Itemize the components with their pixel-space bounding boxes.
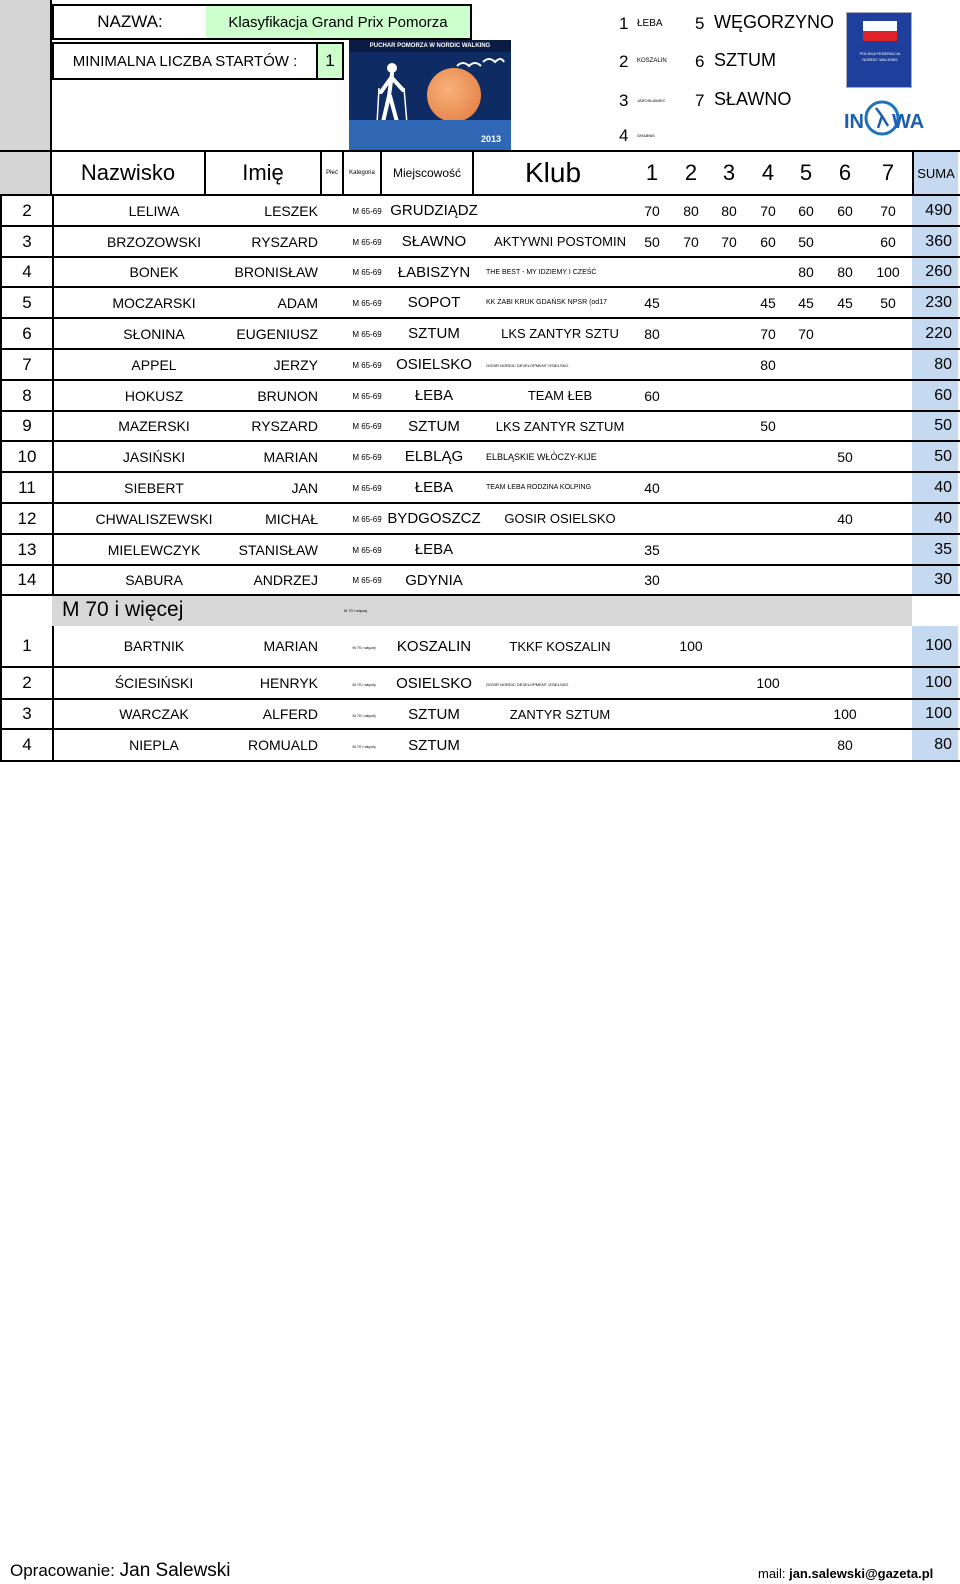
table-row (0, 698, 960, 700)
row-suma: 40 (934, 478, 952, 496)
row-nazwisko: SABURA (125, 572, 183, 589)
row-nazwisko: NIEPLA (129, 737, 179, 754)
row-kategoria: M 65-69 (352, 298, 382, 308)
col-miejscowosc: Miejscowość (382, 150, 474, 196)
row-lp: 8 (22, 385, 32, 405)
col-race-6: 6 (838, 160, 852, 185)
row-lp: 6 (22, 323, 32, 343)
table-row (0, 348, 960, 350)
row-score-race-7: 50 (880, 294, 896, 311)
row-score-race-4: 100 (756, 675, 780, 691)
row-score-race-1: 50 (644, 233, 660, 250)
footer-opracowanie-label: Opracowanie: (10, 1561, 115, 1580)
row-nazwisko: JASIŃSKI (122, 448, 186, 465)
location-2-name: KOSZALIN (637, 58, 667, 64)
row-klub: KK ŻABI KRUK GDAŃSK NPSR (od17 (486, 299, 607, 307)
location-7-num: 7 (695, 91, 705, 110)
nazwa-label: NAZWA: (97, 12, 163, 31)
row-nazwisko: BONEK (129, 264, 179, 281)
row-miejscowosc: GRUDZIĄDZ (390, 202, 478, 220)
row-lp: 2 (22, 673, 32, 693)
location-2-num: 2 (619, 52, 629, 71)
col-suma-label: SUMA (917, 165, 955, 181)
row-score-race-4: 70 (760, 325, 776, 342)
row-score-race-2: 70 (683, 233, 699, 250)
row-score-race-6: 80 (837, 737, 853, 753)
row-lp: 14 (17, 570, 37, 590)
row-suma: 80 (934, 736, 952, 754)
row-kategoria: M 65-69 (352, 268, 382, 278)
row-suma: 60 (934, 386, 952, 404)
location-5-name: WĘGORZYNO (714, 12, 834, 32)
row-lp: 3 (22, 704, 32, 724)
row-imie: MARIAN (263, 638, 318, 655)
row-klub: TEAM ŁEB (527, 388, 593, 404)
nordic-walker-icon (375, 62, 409, 126)
row-lp: 12 (17, 508, 37, 528)
row-kategoria: M 70 i więcej (352, 743, 376, 749)
row-lp: 3 (22, 231, 32, 251)
nazwa-box (52, 4, 472, 40)
row-score-race-4: 70 (760, 202, 776, 219)
row-imie: ROMUALD (247, 737, 318, 754)
row-imie: STANISŁAW (238, 541, 318, 558)
row-imie: EUGENIUSZ (236, 325, 318, 342)
row-miejscowosc: SZTUM (408, 325, 460, 343)
table-row (0, 440, 960, 442)
row-miejscowosc: ŁEBA (414, 479, 454, 497)
location-3-name: JAROSŁAWIEC (637, 98, 666, 103)
puchar-pomorza-logo (349, 40, 511, 150)
row-imie: HENRYK (259, 675, 318, 692)
row-kategoria: M 70 i więcej (352, 644, 376, 650)
sun-icon (427, 68, 481, 122)
flag-icon (863, 21, 897, 41)
col-race-1: 1 (645, 160, 659, 185)
row-score-race-4: 80 (760, 356, 776, 373)
row-score-race-7: 70 (880, 202, 896, 219)
row-suma: 360 (925, 232, 952, 250)
row-kategoria: M 65-69 (352, 483, 382, 493)
inwa-logo (840, 98, 925, 142)
row-miejscowosc: OSIELSKO (396, 674, 472, 692)
row-miejscowosc: ŁEBA (414, 541, 454, 559)
row-suma: 50 (934, 417, 952, 435)
row-kategoria: M 65-69 (352, 514, 382, 524)
row-suma: 100 (925, 705, 952, 723)
location-6-num: 6 (695, 52, 705, 71)
row-score-race-5: 50 (798, 233, 814, 250)
row-imie: LESZEK (264, 202, 318, 219)
table-outer-border (0, 196, 2, 762)
row-klub: GOSIR NORDIC DEVELOPMENT OSIELSKO (486, 681, 569, 687)
row-miejscowosc: GDYNIA (405, 571, 463, 589)
row-score-race-3: 70 (721, 233, 737, 250)
row-score-race-1: 60 (644, 387, 660, 404)
row-suma: 35 (934, 540, 952, 558)
table-left-border (52, 196, 54, 762)
location-1-num: 1 (619, 14, 629, 33)
row-score-race-6: 50 (837, 448, 853, 465)
min-starts-label: MINIMALNA LICZBA STARTÓW : (72, 52, 298, 70)
row-nazwisko: MOCZARSKI (112, 294, 196, 311)
table-row (0, 225, 960, 227)
row-suma: 100 (925, 674, 952, 692)
table-row (0, 533, 960, 535)
row-kategoria: M 65-69 (352, 452, 382, 462)
row-miejscowosc: SŁAWNO (401, 233, 467, 251)
location-4-num: 4 (619, 126, 629, 145)
row-miejscowosc: SZTUM (408, 417, 460, 435)
row-nazwisko: APPEL (131, 356, 177, 373)
row-imie: MICHAŁ (265, 510, 318, 527)
col-nazwisko: Nazwisko (52, 150, 206, 196)
table-row (0, 286, 960, 288)
row-score-race-5: 60 (798, 202, 814, 219)
col-race-4: 4 (761, 160, 775, 185)
row-nazwisko: BRZOZOWSKI (106, 233, 202, 250)
svg-text:IN: IN (844, 111, 864, 133)
row-score-race-1: 30 (644, 572, 660, 588)
row-suma: 30 (934, 571, 952, 589)
row-kategoria: M 65-69 (352, 576, 382, 586)
logo-year: 2013 (480, 134, 501, 144)
row-score-race-2: 100 (679, 638, 703, 654)
row-suma: 40 (934, 509, 952, 527)
row-miejscowosc: SOPOT (407, 294, 461, 312)
min-starts-value: 1 (316, 44, 342, 78)
col-kategoria: Kategoria (344, 150, 382, 196)
svg-text:WA: WA (892, 111, 925, 133)
row-miejscowosc: BYDGOSZCZ (387, 510, 481, 528)
table-row (0, 317, 960, 319)
row-kategoria: M 65-69 (352, 360, 382, 370)
row-lp: 1 (22, 636, 32, 656)
row-miejscowosc: SZTUM (408, 736, 460, 754)
location-4-name: GRABNIK (637, 133, 656, 138)
col-suma (912, 152, 958, 194)
section-m70-title: M 70 i więcej (62, 598, 184, 621)
table-row (0, 760, 960, 762)
table-row (0, 471, 960, 473)
row-score-race-5: 45 (798, 294, 814, 311)
row-kategoria: M 70 i więcej (352, 681, 376, 687)
row-suma: 230 (925, 293, 952, 311)
row-nazwisko: BARTNIK (123, 638, 185, 655)
row-score-race-3: 80 (721, 202, 737, 219)
row-suma: 80 (934, 355, 952, 373)
row-suma: 490 (925, 201, 952, 219)
row-miejscowosc: ŁEBA (414, 387, 454, 405)
row-score-race-2: 80 (683, 202, 699, 219)
location-6-name: SZTUM (714, 50, 776, 70)
row-kategoria: M 65-69 (352, 237, 382, 247)
row-lp: 7 (22, 354, 32, 374)
row-klub: LKS ZANTYR SZTU (501, 326, 619, 342)
section-m70-header (52, 596, 912, 626)
row-imie: ANDRZEJ (253, 572, 318, 589)
row-lp: 9 (22, 416, 32, 436)
col-klub: Klub (524, 157, 582, 188)
row-kategoria: M 65-69 (352, 206, 382, 216)
row-klub: GOSIR NORDIC DEVELOPMENT OSIELSKO (486, 363, 569, 369)
row-score-race-6: 45 (837, 294, 853, 311)
location-5-num: 5 (695, 14, 705, 33)
row-score-race-6: 100 (833, 706, 857, 722)
row-nazwisko: WARCZAK (119, 706, 189, 723)
row-lp: 13 (17, 539, 37, 559)
table-row (0, 728, 960, 730)
row-lp: 4 (22, 262, 32, 282)
row-klub: ELBLĄSKIE WŁÓCZY-KIJE (486, 451, 597, 462)
row-lp: 11 (18, 477, 36, 497)
row-lp: 10 (17, 446, 37, 466)
footer-author-name: Jan Salewski (119, 1560, 231, 1581)
row-score-race-4: 50 (760, 418, 776, 434)
row-nazwisko: SIEBERT (124, 479, 184, 496)
footer-author (10, 1560, 231, 1582)
location-7-name: SŁAWNO (714, 89, 792, 109)
pfnw-logo (846, 12, 912, 88)
row-imie: RYSZARD (251, 418, 318, 435)
row-imie: BRUNON (257, 387, 318, 404)
min-starts-box (52, 42, 344, 80)
row-klub: ZANTYR SZTUM (509, 706, 611, 722)
row-klub: THE BEST - MY IDZIEMY I CZEŚĆ (486, 268, 597, 276)
row-imie: JERZY (273, 356, 318, 373)
row-suma: 50 (934, 447, 952, 465)
row-score-race-1: 80 (644, 325, 660, 342)
row-nazwisko: MIELEWCZYK (107, 541, 201, 558)
row-imie: MARIAN (263, 448, 318, 465)
row-imie: ALFERD (262, 706, 318, 723)
row-klub: TKKF KOSZALIN (509, 638, 611, 654)
row-suma: 220 (925, 324, 952, 342)
row-imie: JAN (291, 479, 318, 496)
pfnw-text: POLSKA FEDERACJA NORDIC WALKING (859, 51, 901, 62)
row-nazwisko: CHWALISZEWSKI (95, 510, 213, 527)
row-miejscowosc: SZTUM (408, 705, 460, 723)
row-klub: TEAM ŁEBA RODZINA KOLPING (486, 484, 592, 492)
nazwa-value: Klasyfikacja Grand Prix Pomorza (206, 6, 470, 38)
section-m70-kat: M 70 i więcej (344, 608, 368, 613)
col-race-2: 2 (684, 160, 698, 185)
row-kategoria: M 65-69 (352, 329, 382, 339)
row-suma: 100 (925, 637, 952, 655)
row-miejscowosc: ELBLĄG (404, 448, 464, 466)
col-imie: Imię (206, 150, 322, 196)
col-race-5: 5 (799, 160, 813, 185)
table-row (0, 379, 960, 381)
row-suma: 260 (925, 263, 952, 281)
row-score-race-6: 80 (837, 264, 853, 280)
row-kategoria: M 65-69 (352, 422, 382, 432)
table-row (0, 502, 960, 504)
row-score-race-4: 60 (760, 233, 776, 250)
row-imie: ADAM (277, 294, 318, 311)
row-score-race-5: 70 (798, 325, 814, 342)
table-row (0, 256, 960, 258)
table-row (0, 666, 960, 668)
row-nazwisko: LELIWA (128, 202, 180, 219)
row-score-race-6: 40 (837, 510, 853, 527)
row-lp: 2 (22, 200, 32, 220)
row-imie: BRONISŁAW (234, 264, 318, 281)
row-klub: AKTYWNI POSTOMIN (494, 234, 626, 250)
col-race-7: 7 (881, 160, 895, 185)
row-nazwisko: ŚCIESIŃSKI (114, 675, 194, 692)
location-1-name: ŁEBA (637, 18, 663, 29)
row-score-race-1: 35 (644, 541, 660, 558)
row-score-race-1: 40 (644, 479, 660, 496)
row-lp: 4 (22, 735, 32, 755)
row-score-race-7: 100 (876, 264, 900, 280)
row-imie: RYSZARD (251, 233, 318, 250)
row-score-race-5: 80 (798, 264, 814, 280)
row-score-race-6: 60 (837, 202, 853, 219)
row-nazwisko: HOKUSZ (124, 387, 184, 404)
row-kategoria: M 65-69 (352, 391, 382, 401)
row-miejscowosc: ŁABISZYN (397, 263, 471, 281)
seagulls-icon (455, 56, 505, 76)
footer-mail (758, 1566, 933, 1581)
col-plec: Płeć (322, 150, 344, 196)
logo-banner: PUCHAR POMORZA W NORDIC WALKING (349, 40, 511, 52)
row-kategoria: M 65-69 (352, 545, 382, 555)
row-score-race-1: 45 (644, 294, 660, 311)
row-miejscowosc: OSIELSKO (396, 356, 472, 374)
row-nazwisko: MAZERSKI (118, 418, 190, 435)
footer-mail-label: mail: (758, 1566, 786, 1581)
row-klub: LKS ZANTYR SZTUM (495, 418, 625, 434)
row-nazwisko: SŁONINA (123, 325, 185, 342)
col-race-3: 3 (722, 160, 736, 185)
row-klub: GOSIR OSIELSKO (504, 511, 616, 527)
row-lp: 5 (22, 292, 32, 312)
row-miejscowosc: KOSZALIN (396, 637, 472, 655)
row-score-race-1: 70 (644, 202, 660, 219)
row-score-race-7: 60 (880, 233, 896, 250)
row-kategoria: M 70 i więcej (352, 712, 376, 718)
location-3-num: 3 (619, 91, 629, 110)
table-row (0, 564, 960, 566)
footer-email-link[interactable]: jan.salewski@gazeta.pl (789, 1566, 934, 1581)
row-score-race-4: 45 (760, 294, 776, 311)
table-row (0, 410, 960, 412)
